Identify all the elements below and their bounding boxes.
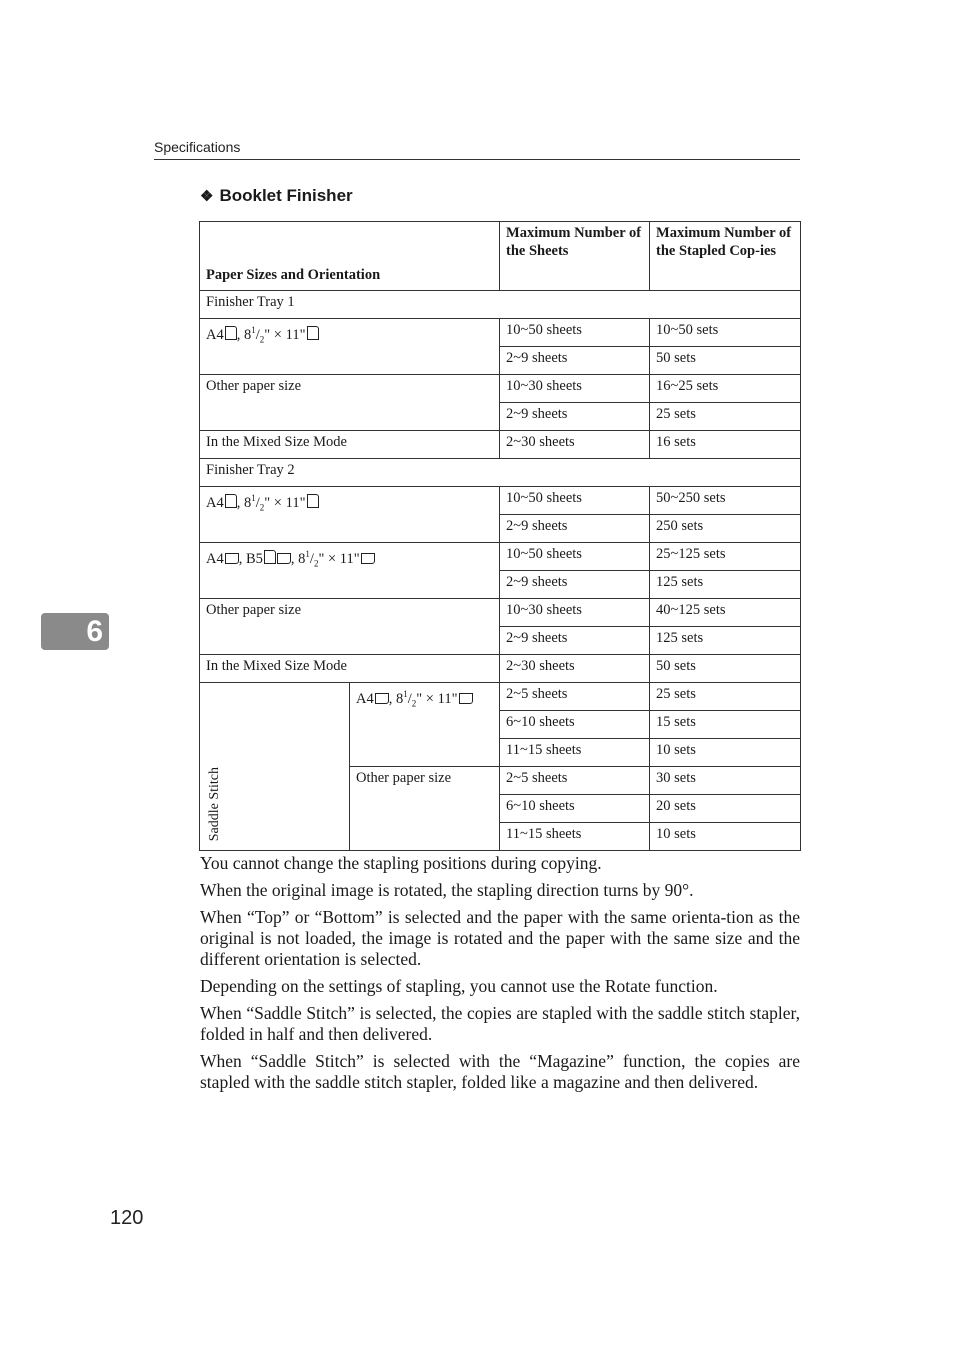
- table-cell: 125 sets: [650, 627, 801, 655]
- table-row: [200, 683, 801, 711]
- notes-section: [200, 853, 800, 1099]
- table-row: [200, 375, 801, 403]
- table-cell: 2~9 sheets: [500, 627, 650, 655]
- booklet-finisher-table: [199, 221, 801, 851]
- table-row: [200, 291, 801, 319]
- note-paragraph: You cannot change the stapling positions during copying.: [200, 853, 602, 873]
- header-paper-sizes: Paper Sizes and Orientation: [200, 222, 500, 291]
- table-cell: 125 sets: [650, 571, 801, 599]
- table-cell: 2~9 sheets: [500, 347, 650, 375]
- portrait-orientation-icon: [307, 326, 319, 340]
- table-header-row: [200, 222, 801, 291]
- table-cell: 16 sets: [650, 431, 801, 459]
- table-cell: 30 sets: [650, 767, 801, 795]
- table-cell: 10~30 sheets: [500, 599, 650, 627]
- table-cell: 2~9 sheets: [500, 571, 650, 599]
- landscape-orientation-icon: [375, 693, 389, 704]
- table-cell: 2~9 sheets: [500, 515, 650, 543]
- table-row: [200, 487, 801, 515]
- table-row: [200, 319, 801, 347]
- table-cell: 250 sets: [650, 515, 801, 543]
- portrait-orientation-icon: [264, 550, 276, 564]
- page-number: 120: [110, 1207, 144, 1229]
- tray1-label: Finisher Tray 1: [200, 291, 801, 319]
- tray2-label: Finisher Tray 2: [200, 459, 801, 487]
- note-paragraph: When “Saddle Stitch” is selected, the copies are stapled with the saddle stitch stapler, folded in half and then delivered.: [200, 1003, 800, 1044]
- note-paragraph: When “Top” or “Bottom” is selected and the paper with the same orienta-tion as the original is not loaded, the image is rotated and the paper with the same size and the different orientation is selected.: [200, 907, 800, 969]
- paper-size-a4-letter-landscape: A4 , $8^1/_2$" × 11": [350, 683, 500, 767]
- saddle-stitch-cell: [200, 683, 350, 851]
- header-max-sets: Maximum Number of the Stapled Cop-ies: [650, 222, 801, 291]
- saddle-stitch-label: Saddle Stitch: [207, 766, 222, 841]
- table-cell: 2~5 sheets: [500, 683, 650, 711]
- table-cell: 25 sets: [650, 403, 801, 431]
- section-title: Booklet Finisher: [219, 186, 353, 205]
- table-cell: 2~5 sheets: [500, 767, 650, 795]
- table-cell: 16~25 sets: [650, 375, 801, 403]
- table-cell: 10~50 sheets: [500, 319, 650, 347]
- section-heading: [200, 186, 353, 206]
- table-cell: 50 sets: [650, 655, 801, 683]
- table-cell: 11~15 sheets: [500, 739, 650, 767]
- table-cell: 2~9 sheets: [500, 403, 650, 431]
- table-cell: 2~30 sheets: [500, 431, 650, 459]
- mixed-size-mode: In the Mixed Size Mode: [200, 655, 500, 683]
- header-max-sheets: Maximum Number of the Sheets: [500, 222, 650, 291]
- table-cell: 15 sets: [650, 711, 801, 739]
- paper-size-other: Other paper size: [350, 767, 500, 851]
- table-cell: 25 sets: [650, 683, 801, 711]
- table-cell: 6~10 sheets: [500, 795, 650, 823]
- table-row: [200, 599, 801, 627]
- paper-size-a4-letter: A4 , $8^1/_2$" × 11": [200, 487, 500, 543]
- paper-size-other: Other paper size: [200, 375, 500, 431]
- table-cell: 10~50 sheets: [500, 487, 650, 515]
- header-rule: [154, 159, 800, 160]
- chapter-number: 6: [86, 614, 103, 648]
- table-row: [200, 431, 801, 459]
- table-cell: 50~250 sets: [650, 487, 801, 515]
- portrait-orientation-icon: [225, 494, 237, 508]
- table-cell: 10~50 sets: [650, 319, 801, 347]
- running-header: Specifications: [154, 139, 241, 155]
- table-cell: 10~30 sheets: [500, 375, 650, 403]
- table-row: [200, 543, 801, 571]
- mixed-size-mode: In the Mixed Size Mode: [200, 431, 500, 459]
- landscape-orientation-icon: [361, 553, 375, 564]
- landscape-orientation-icon: [225, 553, 239, 564]
- portrait-orientation-icon: [307, 494, 319, 508]
- table-cell: 10 sets: [650, 739, 801, 767]
- table-row: [200, 655, 801, 683]
- table-cell: 10~50 sheets: [500, 543, 650, 571]
- chapter-tab: [41, 613, 109, 650]
- table-cell: 2~30 sheets: [500, 655, 650, 683]
- table-cell: 40~125 sets: [650, 599, 801, 627]
- paper-size-a4-letter: A4 , $8^1/_2$" × 11": [200, 319, 500, 375]
- table-row: [200, 459, 801, 487]
- table-cell: 11~15 sheets: [500, 823, 650, 851]
- table-cell: 25~125 sets: [650, 543, 801, 571]
- table-cell: 50 sets: [650, 347, 801, 375]
- note-paragraph: When the original image is rotated, the stapling direction turns by 90°.: [200, 880, 694, 900]
- landscape-orientation-icon: [277, 553, 291, 564]
- diamond-bullet-icon: ❖: [200, 188, 214, 205]
- portrait-orientation-icon: [225, 326, 237, 340]
- table-cell: 10 sets: [650, 823, 801, 851]
- note-paragraph: When “Saddle Stitch” is selected with the “Magazine” function, the copies are stapled with the saddle stitch stapler, folded like a magazine and then delivered.: [200, 1051, 800, 1092]
- table-cell: 20 sets: [650, 795, 801, 823]
- paper-size-a4-b5-letter: A4 , B5 , $8^1/_2$" × 11": [200, 543, 500, 599]
- paper-size-other: Other paper size: [200, 599, 500, 655]
- note-paragraph: Depending on the settings of stapling, you cannot use the Rotate function.: [200, 976, 718, 996]
- landscape-orientation-icon: [459, 693, 473, 704]
- table-cell: 6~10 sheets: [500, 711, 650, 739]
